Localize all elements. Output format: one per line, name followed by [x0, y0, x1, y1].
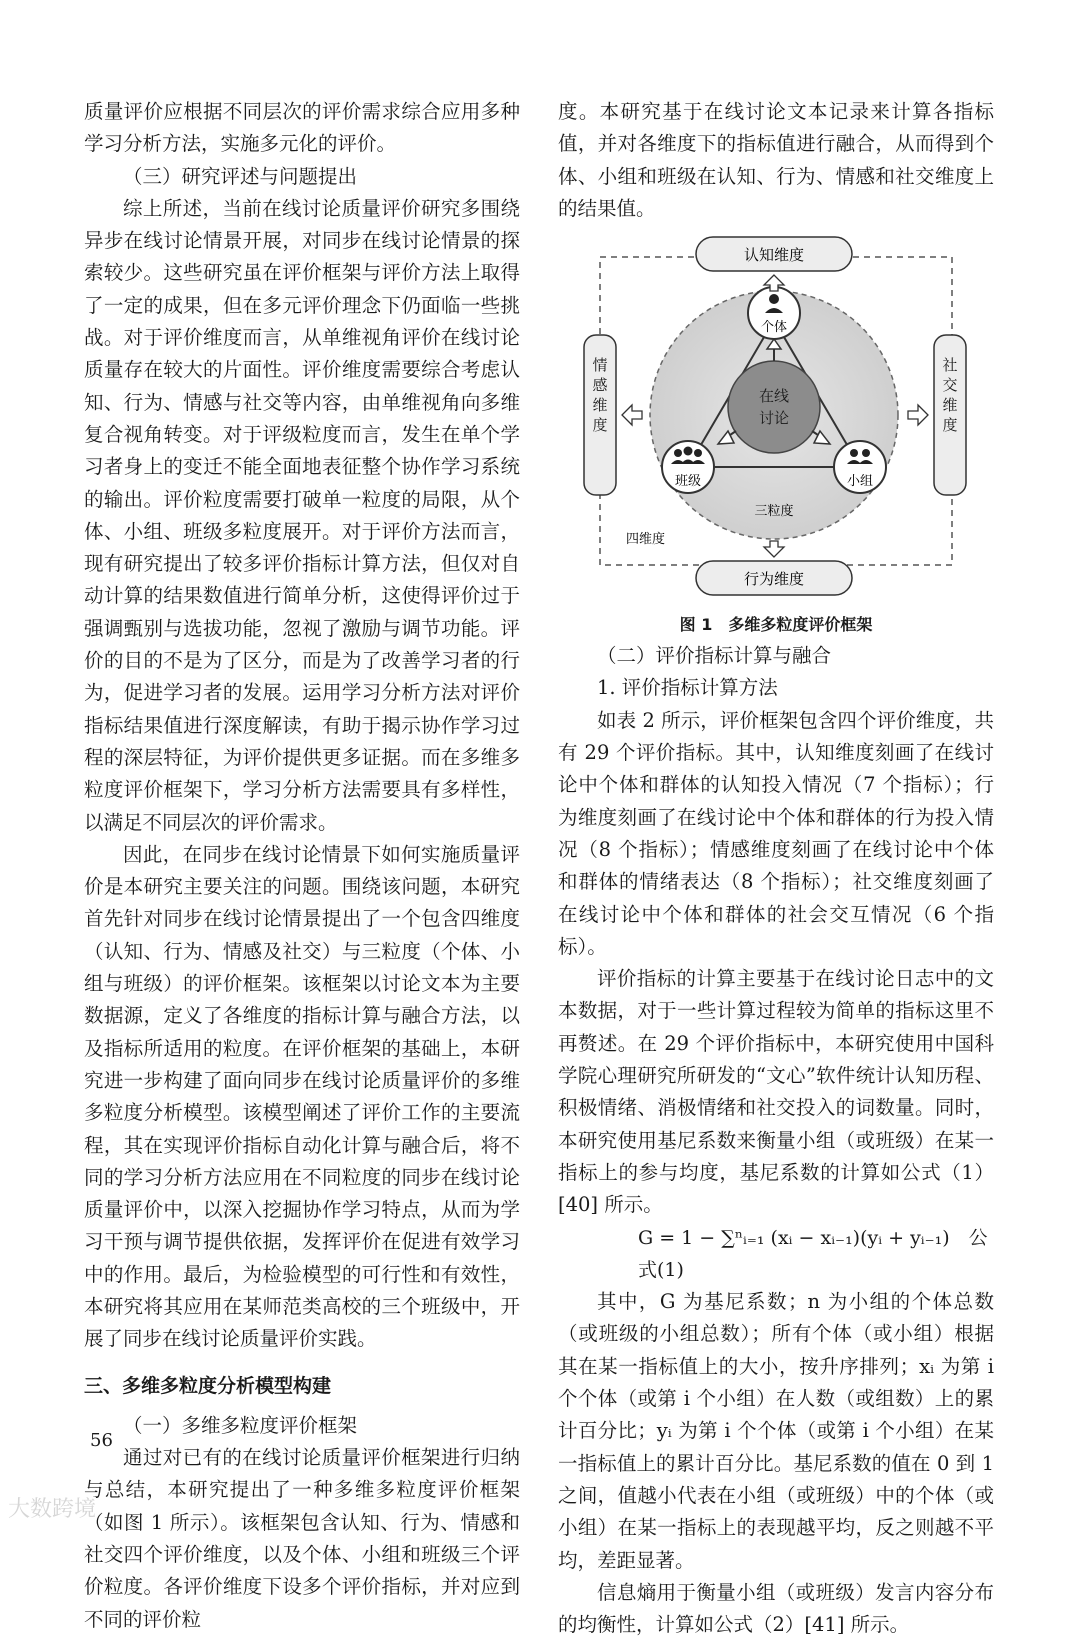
- paragraph: 综上所述，当前在线讨论质量评价研究多围绕异步在线讨论情景开展，对同步在线讨论情景的探索较少。这些研究虽在评价框架与评价方法上取得了一定的成果，但在多元评价理念下仍面临一些挑战。对于评价维度而言，从单维视角评价在线讨论质量存在较大的片面性。评价维度需要综合考虑认知、行为、情感与社交等内容，由单维视角向多维复合视角转变。对于评级粒度而言，发生在单个学习者身上的变迁不能全面地表征整个协作学习系统的输出。评价粒度需要打破单一粒度的局限，从个体、小组、班级多粒度展开。对于评价方法而言，现有研究提出了较多评价指标计算方法，但仅对自动计算的结果数值进行简单分析，这使得评价过于强调甄别与选拔功能，忽视了激励与调节功能。评价的目的不是为了区分，而是为了改善学习者的行为，促进学习者的发展。运用学习分析方法对评价指标结果值进行深度解读，有助于揭示协作学习过程的深层特征，为评价提供更多证据。而在多维多粒度评价框架下，学习分析方法需要具有多样性，以满足不同层次的评价需求。: [84, 196, 520, 834]
- paragraph: 其中，G 为基尼系数；n 为小组的个体总数（或班级的小组总数）；所有个体（或小组）根据其在某一指标值上的大小，按升序排列；xᵢ 为第 i 个个体（或第 i 个小组）在人数（或组数）上的累计百分比；yᵢ 为第 i 个个体（或第 i 个小组）在某一指标值上的累计百分比。基尼系数的值在 0 到 1 之间，值越小代表在小组（或班级）中的个体（或小组）在某一指标上的表现越平均，反之则越不平均，差距显著。: [558, 1290, 994, 1572]
- class-label: 班级: [674, 474, 702, 490]
- four-dimension-label: 四维度: [626, 532, 666, 548]
- paragraph: 因此，在同步在线讨论情景下如何实施质量评价是本研究主要关注的问题。围绕该问题，本研究首先针对同步在线讨论情景提出了一个包含四维度（认知、行为、情感及社交）与三粒度（个体、小组与班级）的评价框架。该框架以讨论文本为主要数据源，定义了各维度的指标计算与融合方法，以及指标所适用的粒度。在评价框架的基础上，本研究进一步构建了面向同步在线讨论质量评价的多维多粒度分析模型。该模型阐述了评价工作的主要流程，其在实现评价指标自动化计算与融合后，将不同的学习分析方法应用在不同粒度的同步在线讨论质量评价中，以深入挖掘协作学习特点，从而为学习干预与调节提供依据，发挥评价在促进有效学习中的作用。最后，为检验模型的可行性和有效性，本研究将其应用在某师范类高校的三个班级中，开展了同步在线讨论质量评价实践。: [84, 842, 520, 1351]
- subsection-heading: 1. 评价指标计算方法: [597, 676, 778, 700]
- cognitive-label: 认知维度: [743, 246, 805, 265]
- section-heading: （一）多维多粒度评价框架: [123, 1413, 358, 1437]
- arrow-to-behavior-icon: [764, 541, 784, 557]
- center-label: 在线讨论: [758, 387, 789, 428]
- three-granularity-label: 三粒度: [754, 504, 794, 520]
- paragraph: 信息熵用于衡量小组（或班级）发言内容分布的均衡性，计算如公式（2）[41] 所示。: [558, 1580, 994, 1637]
- chapter-heading: 三、多维多粒度分析模型构建: [84, 1374, 332, 1397]
- right-column: [558, 96, 994, 1641]
- paragraph: 如表 2 所示，评价框架包含四个评价维度，共有 29 个评价指标。其中，认知维度刻画了在线讨论中个体和群体的认知投入情况（7 个指标）；行为维度刻画了在线讨论中个体和群体的行为投入情况（8 个指标）；情感维度刻画了在线讨论中个体和群体的情绪表达（8 个指标）；社交维度刻画了在线讨论中个体和群体的社会交互情况（6 个指标）。: [558, 708, 994, 958]
- behavior-label: 行为维度: [743, 570, 805, 589]
- watermark: 大数跨境: [8, 1497, 97, 1522]
- emotion-label: 情感维度: [592, 356, 608, 435]
- social-label: 社交维度: [942, 356, 958, 435]
- arrow-to-emotion-icon: [622, 405, 642, 425]
- page-number: 56: [90, 1430, 113, 1451]
- figure-1: [558, 235, 994, 610]
- left-column: [84, 96, 520, 1636]
- section-heading: （二）评价指标计算与融合: [597, 644, 832, 668]
- paragraph: 评价指标的计算主要基于在线讨论日志中的文本数据，对于一些计算过程较为简单的指标这里不再赘述。在 29 个评价指标中，本研究使用中国科学院心理研究所研发的“文心”软件统计认知历程、积极情绪、消极情绪和社交投入的词数量。同时，本研究使用基尼系数来衡量小组（或班级）在某一指标上的参与均度，基尼系数的计算如公式（1）[40] 所示。: [558, 967, 994, 1217]
- figure-caption: 图 1 多维多粒度评价框架: [679, 615, 873, 635]
- individual-label: 个体: [760, 320, 788, 336]
- paragraph: 度。本研究基于在线讨论文本记录来计算各指标值，并对各维度下的指标值进行融合，从而得到个体、小组和班级在认知、行为、情感和社交维度上的结果值。: [558, 100, 994, 220]
- section-heading: （三）研究评述与问题提出: [123, 164, 358, 188]
- group-label: 小组: [846, 474, 874, 490]
- arrow-to-social-icon: [908, 405, 928, 425]
- paragraph: 质量评价应根据不同层次的评价需求综合应用多种学习分析方法，实施多元化的评价。: [84, 100, 520, 156]
- paragraph: 通过对已有的在线讨论质量评价框架进行归纳与总结，本研究提出了一种多维多粒度评价框架（如图 1 所示）。该框架包含认知、行为、情感和社交四个评价维度，以及个体、小组和班级三个评价粒度。各评价维度下设多个评价指标，并对应到不同的评价粒: [84, 1446, 520, 1631]
- formula-1: G = 1 − ∑ⁿᵢ₌₁ (xᵢ − xᵢ₋₁)(yᵢ + yᵢ₋₁) 公式(1): [638, 1226, 988, 1281]
